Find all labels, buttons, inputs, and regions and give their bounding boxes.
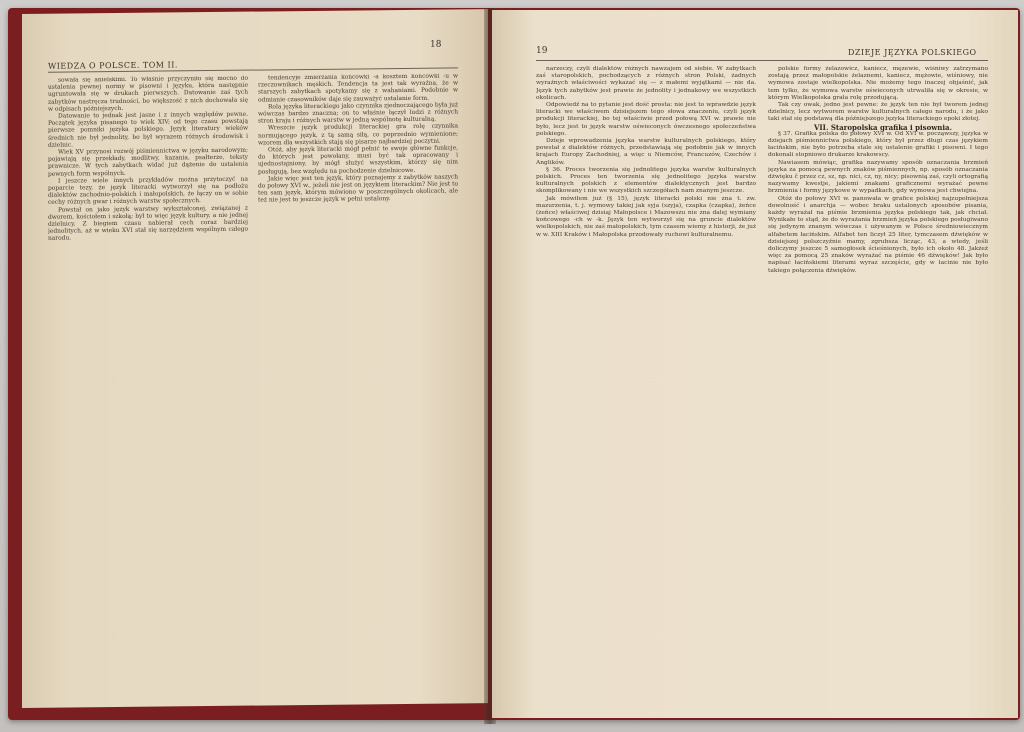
- paragraph: Odpowiedź na to pytanie jest dość prosta: nie jest to wprawdzie język literacki we właściwem dzisiejszem tego słowa znaczeniu, czyli język produkcji literackiej, bo tej właściwie przed połową XVI w. prawie nie było, lecz jest to język warstw oświeconych ówczesnego społeczeństwa polskiego.: [536, 102, 756, 137]
- paragraph: polskie formy żelazowicz, kaniecz, męzewie, wiśniwy zatrzymano zostają przez małopolskie żelaznemi, kaniecz, mężowie, wiśniowy, nie wymowa zostaje wielkopolska. Nie możemy tego inaczej objaśnić, jak tem tylko, że wymowa warstw oświeconych utrwaliła się w okresie, w którym Wielkopolska grała rolę przodującą.: [768, 66, 988, 101]
- paragraph: Rola języka literackiego jako czynnika zjednoczającego była już wówczas bardzo znaczna; on to właśnie łączył ludzi z różnych stron kraju i różnych warstw w jedną wspólnotę kulturalną.: [258, 102, 458, 125]
- paragraph: tendencyje zmierzania końcówki -a kosztem końcówki -u w rzeczownikach męskich. Tendencja ta jest tak wyraźna, że w starszych zabytkach spotykamy się z wahaniami. Podobnie w odmianie czasowników daje się zauważyć ustalanie form.: [258, 73, 458, 104]
- left-page: [22, 9, 488, 708]
- paragraph: Otóż do połowy XVI w. panowała w grafice polskiej najzupełniejsza dowolność i anarchja — wobec braku ustalonych sposobów pisania, każdy wyrażał na piśmie brzmienia języka polskiego tak, jak chciał. Wynikało to stąd, że do wyrażania brzmień języka polskiego posługiwano się jedynym znanym wówczas i używanym w Polsce średniowiecznym alfabetem łacińskim. Alfabet ten liczył 25 liter, tymczasem dźwięków w dzisiejszej polszczyźnie mamy, zgrubsza licząc, 43, a wtedy, jeśli doliczymy jeszcze 5 samogłosek ścieśnionych, było ich około 48. Jakżeż więc za pomocą 25 znaków wyrażać na piśmie 46 dźwięków! Jak było napisać łacińskiemi literami wyraz szczęście, gdy w łacinie nie było takiego połączenia dźwięków.: [768, 195, 988, 274]
- right-header-rule: [536, 60, 988, 61]
- paragraph: Wreszcie język produkcji literackiej gra rolę czynnika normującego język, z tą samą siłą, co poprzednio wymienione; wzorem dla wszystkich stają się pisarze najbardziej poczytni.: [258, 123, 458, 147]
- paragraph: Datowanie to jednak jest jasne i z innych względów pewne. Początek języka pisanego to wiek XIV; od tego czasu powstają pierwsze pomniki języka polskiego. Język literatury wieków średnich nie był jednolity, bo był wyrazem różnych środowisk i dzielnic.: [48, 111, 248, 149]
- paragraph: Tak czy owak, jedno jest pewne: że język ten nie był tworem jednej dzielnicy, lecz wytworem warstw kulturalnych całego narodu, i że jako taki stał się podstawą dla późniejszego języka literackiego epoki złotej.: [768, 102, 988, 123]
- paragraph: Dzieje wprowadzenia języka warstw kulturalnych polskiego, który powstał z dialektów różnych, przedstawiają się podobnie jak w innych krajach Europy Zachodniej, a więc u Niemców, Francuzów, Czechów i Anglików.: [536, 138, 756, 166]
- section-heading: VII. Staropolska grafika i pisownia.: [813, 122, 953, 132]
- paragraph: I jeszcze wiele innych przykładów można przytoczyć na poparcie tezy, że język literacki wytworzył się na podłożu dialektów zachodnio-polskich i małopolskich, że łączy on w sobie cechy różnych gwar i różnych warstw społecznych.: [48, 176, 248, 207]
- paragraph: sowała się anielskimi. To właśnie przyczyniło się mocno do ustalenia pewnej normy w pisowni i języku, która następnie ugruntowała się w drukach pierwszych. Datowanie zaś tych zabytków nastręcza trudności, bo większość z nich dochowała się w odpisach późniejszych.: [48, 75, 248, 113]
- right-page-number: 19: [536, 46, 548, 56]
- paragraph: narzeczy, czyli dialektów różnych nawzajem od siebie. W zabytkach zaś staropolskich, pochodzących z różnych stron Polski, żadnych wyraźnych właściwości wykazać się — z małemi wyjątkami — nie da. Język tych zabytków jest prawie że jednolity i jednakowy we wszystkich okolicach.: [536, 66, 756, 101]
- left-page-number: 18: [430, 39, 442, 50]
- right-page: [492, 10, 1018, 718]
- left-running-head: WIEDZA O POLSCE. TOM II.: [48, 60, 178, 71]
- paragraph: Jak mówiłem już (§ 15), język literacki polski nie zna t. zw. mazurzenia, t. j. wymowy takiej jak syja (szyja), czapka (czapka), żeńce (żeńce) właściwej dzisiaj Małopolsce i Mazowszu nie zna dalej wymiany końcowego -ch w -k. Język ten wytworzył się na gruncie dialektów wielkopolskich, nie zaś małopolskich, tym czasem wiemy z historji, że już w w. XIII Kraków i Małopolska przodowały ruchowi kulturalnemu.: [536, 195, 756, 238]
- paragraph: § 37. Grafika polska do połowy XVI w. Od XVI w. począwszy, języka w dziejach piśmiennictwa polskiego, który był przez długi czas językiem łacińskim, nie było potrzeba stale się ustalenie grafiki i pisowni. I tego dokonali stopniowo drukarze krakowscy.: [768, 130, 988, 159]
- paragraph: Jakie więc jest ten język, który poznajemy z zabytków naszych do połowy XVI w., jeżeli nie jest on językiem literackim? Nie jest to ten sam język, którym mówiono w poszczególnych okolicach, ale też nie jest to jeszcze język w pełni ustalony.: [258, 174, 458, 204]
- right-column-1: [536, 66, 756, 698]
- left-column-2: [258, 73, 458, 675]
- right-column-2: [768, 66, 988, 698]
- paragraph: § 36. Proces tworzenia się jednolitego języka warstw kulturalnych polskich. Proces ten tworzenia się jednolitego języka warstw kulturalnych polskich z elementów dialektycznych jest bardzo skomplikowany i nie we wszystkich szczegółach nam znanym jeszcze.: [536, 166, 756, 195]
- paragraph: Otóż, aby język literacki mógł pełnić te swoje główne funkcje, do których jest powołany, musi być tak opracowany i ujednostajniony, by mógł służyć wszystkim, którzy się nim posługują, bez względu na pochodzenie dzielnicowe.: [258, 145, 458, 176]
- right-running-head: DZIEJE JĘZYKA POLSKIEGO: [848, 48, 977, 57]
- paragraph: Wiek XV przynosi rozwój piśmiennictwa w języku narodowym; pojawiają się przekłady, modlitwy, kazania, psałterze, teksty prawnicze. W tych zabytkach widać już dążenie do ustalenia pewnych form wspólnych.: [48, 147, 248, 178]
- paragraph: Powstał on jako język warstwy wykształconej, związanej z dworem, kościołem i szkołą; był to więc język kultury, a nie jednej dzielnicy. Z biegiem czasu nabierał cech coraz bardziej jednolitych, aż w wieku XVI stał się narzędziem wspólnym całego narodu.: [48, 205, 248, 243]
- paragraph: Nawiasem mówiąc, grafika nazywamy sposób oznaczania brzmień języka za pomocą pewnych znaków piśmiennych, np. sposób oznaczania dźwięku č przez cz, sz, np. nici, cz, ny, nicy; pisownią zaś, czyli ortografią nazywamy kwestje, jakiemi znakami graficznemi wyrażać pewne brzmienia i formy językowe w wypadkach, gdy wymowa jest chwiejna.: [768, 159, 988, 195]
- left-column-1: [48, 76, 248, 678]
